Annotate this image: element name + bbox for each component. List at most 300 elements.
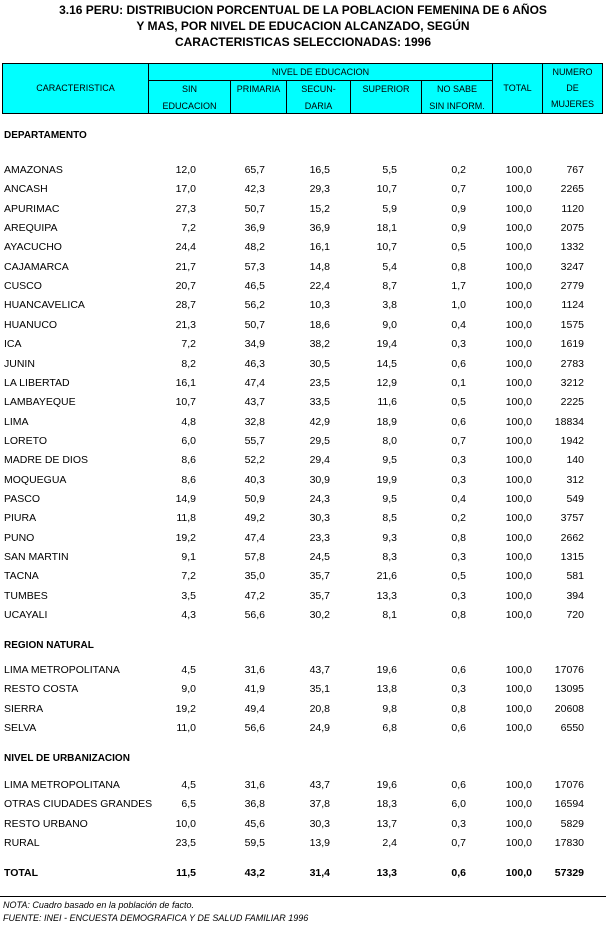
row-value: 30,3 [309, 817, 330, 830]
row-value: 1315 [560, 551, 584, 563]
row-value: 19,6 [376, 779, 397, 791]
row-value: 12,9 [376, 376, 397, 389]
row-value: 100,0 [505, 473, 532, 486]
row-value: 14,9 [175, 492, 196, 505]
row-value: 100,0 [505, 531, 532, 544]
row-value: 23,5 [309, 376, 330, 389]
row-value: 0,6 [451, 779, 466, 791]
title-line-3: CARACTERISTICAS SELECCIONADAS: 1996 [174, 35, 432, 49]
row-label: HUANUCO [4, 318, 58, 331]
table-row [0, 277, 606, 296]
row-value: 10,7 [376, 183, 397, 196]
row-value: 9,8 [382, 702, 397, 715]
row-value: 5,5 [382, 164, 397, 176]
table-row [0, 238, 606, 257]
section-heading: NIVEL DE URBANIZACION [4, 753, 130, 764]
table-row [0, 432, 606, 451]
row-label: LORETO [4, 434, 47, 447]
header-caracteristica: CARACTERISTICA [36, 83, 115, 93]
row-value: 43,7 [309, 779, 330, 791]
row-value: 8,5 [382, 512, 397, 525]
row-value: 47,2 [244, 589, 265, 602]
row-value: 30,9 [309, 473, 330, 486]
table-row [0, 815, 606, 834]
row-value: 17,0 [175, 183, 196, 196]
row-label: LA LIBERTAD [4, 376, 70, 389]
row-value: 100,0 [505, 376, 532, 389]
title-line-1: 3.16 PERU: DISTRIBUCION PORCENTUAL DE LA POBLACION FEMENINA DE 6 AÑOS [59, 3, 547, 17]
row-value: 0,2 [451, 164, 466, 176]
row-value: 4,3 [181, 609, 196, 622]
row-value: 50,9 [244, 492, 265, 505]
row-value: 18,1 [376, 222, 397, 235]
row-value: 30,3 [309, 512, 330, 525]
row-value: 35,0 [244, 570, 265, 583]
row-value: 11,8 [176, 512, 196, 525]
row-value: 8,0 [382, 434, 397, 447]
row-value: 55,7 [244, 434, 265, 447]
row-value: 4,5 [181, 664, 196, 676]
row-value: 16594 [554, 798, 584, 811]
header-no-sabe: NO SABE SIN INFORM. [429, 84, 485, 111]
row-label: PASCO [4, 492, 40, 505]
row-value: 1,7 [451, 280, 466, 293]
row-value: 100,0 [505, 589, 532, 602]
row-value: 2225 [560, 396, 584, 409]
row-label: RURAL [4, 837, 40, 850]
row-value: 36,9 [309, 222, 330, 235]
row-value: 20608 [554, 702, 584, 715]
row-value: 767 [566, 164, 584, 176]
table-header [2, 63, 603, 114]
row-value: 9,3 [382, 531, 397, 544]
row-value: 17076 [554, 779, 584, 791]
row-value: 0,3 [451, 551, 466, 563]
row-label: TUMBES [4, 589, 48, 602]
row-value: 8,1 [382, 609, 397, 622]
row-value: 40,3 [244, 473, 265, 486]
table-row [0, 529, 606, 548]
note-text: NOTA: Cuadro basado en la población de facto. [3, 900, 194, 910]
table-row [0, 451, 606, 470]
row-value: 100,0 [505, 798, 532, 811]
row-value: 23,3 [309, 531, 330, 544]
row-value: 100,0 [505, 260, 532, 273]
row-value: 18,3 [376, 798, 397, 811]
row-value: 100,0 [505, 837, 532, 850]
row-value: 7,2 [181, 222, 196, 235]
row-label: PUNO [4, 531, 35, 544]
row-value: 28,7 [175, 299, 196, 312]
row-value: 36,8 [244, 798, 265, 811]
row-value: 57329 [554, 867, 584, 879]
row-value: 2662 [560, 531, 584, 544]
row-value: 8,2 [181, 357, 196, 370]
row-value: 0,6 [451, 664, 466, 676]
row-label: SELVA [4, 722, 37, 735]
row-value: 4,5 [181, 779, 196, 791]
row-label: AREQUIPA [4, 222, 58, 235]
row-label: TOTAL [4, 867, 39, 879]
table-row [0, 335, 606, 354]
row-label: TACNA [4, 570, 39, 583]
row-value: 19,2 [175, 531, 196, 544]
table-row [0, 567, 606, 586]
row-value: 0,4 [451, 492, 466, 505]
row-value: 5829 [560, 817, 584, 830]
row-value: 100,0 [505, 492, 532, 505]
row-label: LIMA METROPOLITANA [4, 779, 120, 791]
row-value: 9,5 [382, 454, 397, 467]
row-value: 45,6 [244, 817, 265, 830]
row-value: 20,7 [175, 280, 196, 293]
row-value: 31,6 [244, 664, 265, 676]
row-value: 34,9 [244, 338, 265, 351]
row-value: 46,3 [244, 357, 265, 370]
row-value: 0,5 [451, 241, 466, 254]
row-value: 0,3 [451, 338, 466, 351]
row-value: 20,8 [309, 702, 330, 715]
row-value: 0,5 [451, 396, 466, 409]
row-label: CAJAMARCA [4, 260, 69, 273]
row-value: 0,9 [451, 202, 466, 215]
row-value: 24,9 [309, 722, 330, 735]
row-value: 100,0 [505, 867, 532, 879]
table-row [0, 471, 606, 490]
row-value: 0,3 [451, 817, 466, 830]
row-label: RESTO URBANO [4, 817, 88, 830]
row-value: 11,0 [176, 722, 196, 735]
row-value: 14,5 [376, 357, 397, 370]
row-value: 11,6 [377, 396, 397, 409]
row-value: 21,7 [175, 260, 196, 273]
row-value: 21,3 [175, 318, 196, 331]
row-value: 4,8 [181, 415, 196, 428]
row-value: 3,5 [181, 589, 196, 602]
row-label: UCAYALI [4, 609, 48, 622]
header-sin-educacion: SIN EDUCACION [162, 84, 217, 111]
row-value: 16,1 [309, 241, 330, 254]
row-value: 32,8 [244, 415, 265, 428]
row-value: 37,8 [309, 798, 330, 811]
table-row [0, 680, 606, 699]
row-value: 2075 [560, 222, 584, 235]
row-value: 23,5 [175, 837, 196, 850]
row-value: 10,3 [309, 299, 330, 312]
row-value: 100,0 [505, 702, 532, 715]
row-value: 7,2 [181, 570, 196, 583]
row-value: 30,2 [309, 609, 330, 622]
row-value: 1120 [561, 202, 584, 215]
row-value: 140 [566, 454, 584, 467]
row-value: 100,0 [505, 164, 532, 176]
row-value: 18,6 [309, 318, 330, 331]
row-label: AYACUCHO [4, 241, 62, 254]
row-value: 720 [566, 609, 584, 622]
row-value: 48,2 [244, 241, 265, 254]
row-value: 24,5 [309, 551, 330, 563]
row-value: 8,7 [382, 280, 397, 293]
row-value: 100,0 [505, 338, 532, 351]
table-row [0, 509, 606, 528]
row-value: 7,2 [181, 338, 196, 351]
row-value: 3757 [560, 512, 584, 525]
row-label: MOQUEGUA [4, 473, 67, 486]
table-row [0, 180, 606, 199]
row-value: 2783 [560, 357, 584, 370]
row-value: 57,8 [244, 551, 265, 563]
header-total: TOTAL [503, 83, 532, 93]
row-value: 100,0 [505, 551, 532, 563]
row-value: 100,0 [505, 454, 532, 467]
row-value: 9,5 [382, 492, 397, 505]
row-label: RESTO COSTA [4, 683, 79, 696]
row-value: 312 [566, 473, 584, 486]
row-value: 100,0 [505, 434, 532, 447]
row-value: 1,0 [451, 299, 466, 312]
row-label: OTRAS CIUDADES GRANDES [4, 798, 153, 811]
row-value: 15,2 [309, 202, 330, 215]
row-value: 0,8 [451, 531, 466, 544]
row-value: 56,2 [244, 299, 265, 312]
row-value: 549 [566, 492, 584, 505]
row-value: 9,1 [181, 551, 196, 563]
row-value: 14,8 [309, 260, 330, 273]
row-value: 1124 [561, 299, 584, 312]
row-value: 0,8 [451, 260, 466, 273]
row-value: 13,8 [376, 683, 397, 696]
row-value: 29,3 [309, 183, 330, 196]
row-value: 22,4 [309, 280, 330, 293]
header-secundaria: SECUN- DARIA [301, 84, 336, 111]
row-value: 2,4 [382, 837, 397, 850]
row-value: 13,3 [376, 867, 397, 879]
row-value: 19,9 [376, 473, 397, 486]
row-value: 6,8 [382, 722, 397, 735]
source-text: FUENTE: INEI - ENCUESTA DEMOGRAFICA Y DE SALUD FAMILIAR 1996 [3, 913, 309, 923]
row-value: 29,5 [309, 434, 330, 447]
row-value: 100,0 [505, 202, 532, 215]
row-value: 0,8 [451, 609, 466, 622]
row-value: 0,1 [451, 376, 466, 389]
row-value: 33,5 [309, 396, 330, 409]
row-value: 10,0 [175, 817, 196, 830]
row-value: 100,0 [505, 512, 532, 525]
row-value: 35,7 [309, 570, 330, 583]
table-row [0, 161, 606, 180]
row-value: 0,6 [451, 357, 466, 370]
row-value: 56,6 [244, 609, 265, 622]
table-title [0, 2, 606, 50]
row-label: JUNIN [4, 357, 35, 370]
table-row [0, 200, 606, 219]
row-value: 100,0 [505, 318, 532, 331]
row-label: PIURA [4, 512, 37, 525]
row-value: 27,3 [175, 202, 196, 215]
row-label: SIERRA [4, 702, 44, 715]
row-value: 50,7 [244, 202, 265, 215]
table-row [0, 258, 606, 277]
row-value: 394 [566, 589, 584, 602]
row-value: 16,5 [309, 164, 330, 176]
row-value: 100,0 [505, 357, 532, 370]
row-value: 6,5 [181, 798, 196, 811]
row-value: 3247 [560, 260, 584, 273]
row-value: 0,7 [451, 183, 466, 196]
table-row [0, 355, 606, 374]
row-value: 36,9 [244, 222, 265, 235]
header-nivel-educacion: NIVEL DE EDUCACION [271, 67, 370, 77]
row-value: 56,6 [244, 722, 265, 735]
row-value: 35,7 [309, 589, 330, 602]
row-value: 6550 [560, 722, 584, 735]
table-row [0, 719, 606, 738]
row-value: 38,2 [309, 338, 330, 351]
section-heading: DEPARTAMENTO [4, 130, 87, 141]
row-value: 21,6 [376, 570, 397, 583]
row-value: 0,7 [451, 837, 466, 850]
table-row [0, 834, 606, 853]
row-label: ICA [4, 338, 22, 351]
row-value: 10,7 [175, 396, 196, 409]
row-value: 19,2 [175, 702, 196, 715]
header-superior: SUPERIOR [362, 84, 410, 94]
row-label: MADRE DE DIOS [4, 454, 89, 467]
row-label: SAN MARTIN [4, 551, 69, 563]
row-value: 2779 [560, 280, 584, 293]
row-value: 13095 [554, 683, 584, 696]
row-value: 0,3 [451, 589, 466, 602]
row-value: 29,4 [309, 454, 330, 467]
row-value: 581 [566, 570, 584, 583]
row-value: 42,9 [309, 415, 330, 428]
row-label: LIMA METROPOLITANA [4, 664, 120, 676]
row-value: 100,0 [505, 779, 532, 791]
row-value: 0,9 [451, 222, 466, 235]
row-value: 0,5 [451, 570, 466, 583]
row-value: 1942 [560, 434, 584, 447]
row-value: 31,6 [244, 779, 265, 791]
table-row [0, 219, 606, 238]
row-value: 24,3 [309, 492, 330, 505]
row-value: 8,6 [181, 454, 196, 467]
row-label: ANCASH [4, 183, 48, 196]
row-value: 19,6 [376, 664, 397, 676]
row-label: HUANCAVELICA [4, 299, 85, 312]
row-value: 100,0 [505, 222, 532, 235]
table-row [0, 776, 606, 795]
row-value: 100,0 [505, 299, 532, 312]
row-value: 17830 [554, 837, 584, 850]
row-value: 0,6 [451, 867, 466, 879]
row-value: 43,2 [244, 867, 265, 879]
table-row [0, 587, 606, 606]
row-value: 0,8 [451, 702, 466, 715]
row-value: 57,3 [244, 260, 265, 273]
row-value: 0,6 [451, 722, 466, 735]
row-value: 100,0 [505, 664, 532, 676]
row-value: 100,0 [505, 570, 532, 583]
row-value: 0,3 [451, 683, 466, 696]
row-value: 3,8 [382, 299, 397, 312]
row-value: 5,9 [382, 202, 397, 215]
title-line-2: Y MAS, POR NIVEL DE EDUCACION ALCANZADO, SEGÚN [136, 19, 470, 33]
row-value: 100,0 [505, 396, 532, 409]
row-value: 100,0 [505, 817, 532, 830]
row-value: 49,4 [244, 702, 265, 715]
row-value: 43,7 [309, 664, 330, 676]
row-value: 49,2 [244, 512, 265, 525]
row-value: 10,7 [376, 241, 397, 254]
footer-divider [0, 896, 606, 897]
table-row [0, 795, 606, 814]
header-numero-mujeres: NUMERO DE MUJERES [550, 67, 594, 109]
row-value: 1619 [560, 338, 584, 351]
row-value: 1575 [560, 318, 584, 331]
row-value: 59,5 [244, 837, 265, 850]
row-value: 100,0 [505, 722, 532, 735]
section-heading: REGION NATURAL [4, 640, 94, 651]
row-value: 0,7 [451, 434, 466, 447]
row-value: 3212 [560, 376, 584, 389]
row-value: 6,0 [181, 434, 196, 447]
row-value: 100,0 [505, 183, 532, 196]
row-value: 41,9 [244, 683, 265, 696]
table-row [0, 296, 606, 315]
row-value: 100,0 [505, 280, 532, 293]
table-row [0, 393, 606, 412]
table-row [0, 548, 606, 567]
row-value: 8,3 [382, 551, 397, 563]
row-value: 5,4 [382, 260, 397, 273]
row-value: 100,0 [505, 609, 532, 622]
row-value: 52,2 [244, 454, 265, 467]
row-label: LIMA [4, 415, 29, 428]
row-value: 31,4 [309, 867, 330, 879]
row-value: 100,0 [505, 683, 532, 696]
row-value: 6,0 [451, 798, 466, 811]
row-value: 9,0 [181, 683, 196, 696]
row-value: 19,4 [376, 338, 397, 351]
row-value: 46,5 [244, 280, 265, 293]
row-value: 16,1 [175, 376, 196, 389]
table-row [0, 700, 606, 719]
table-row [0, 413, 606, 432]
row-label: LAMBAYEQUE [4, 396, 76, 409]
row-value: 13,3 [376, 589, 397, 602]
row-value: 2265 [560, 183, 584, 196]
row-value: 12,0 [175, 164, 196, 176]
row-value: 13,7 [376, 817, 397, 830]
table-row [0, 374, 606, 393]
row-value: 35,1 [309, 683, 330, 696]
row-value: 11,5 [176, 867, 196, 879]
row-value: 24,4 [175, 241, 196, 254]
row-value: 0,6 [451, 415, 466, 428]
row-value: 13,9 [309, 837, 330, 850]
row-value: 47,4 [244, 531, 265, 544]
table-row [0, 490, 606, 509]
row-value: 30,5 [309, 357, 330, 370]
row-value: 0,4 [451, 318, 466, 331]
row-value: 65,7 [244, 164, 265, 176]
row-value: 50,7 [244, 318, 265, 331]
row-value: 18834 [554, 415, 584, 428]
row-value: 47,4 [244, 376, 265, 389]
row-value: 0,2 [451, 512, 466, 525]
row-value: 8,6 [181, 473, 196, 486]
table-row [0, 606, 606, 625]
